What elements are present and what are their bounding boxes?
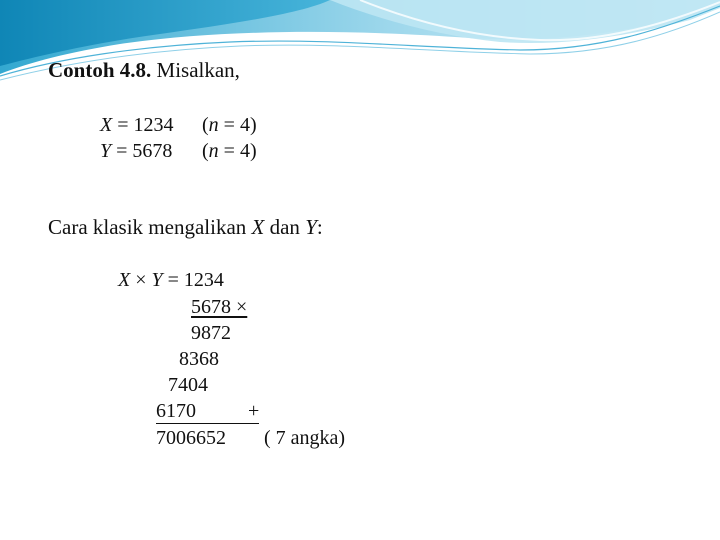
n-value-x: = 4): [218, 114, 257, 136]
intro-and: dan: [264, 215, 306, 239]
var-n: n: [208, 140, 219, 162]
var-y: Y: [151, 269, 163, 291]
paren-open: (: [202, 114, 209, 136]
value-x: = 1234: [112, 114, 174, 136]
given-row-y: [100, 138, 257, 164]
sum-rule: [156, 423, 259, 424]
given-values: [100, 112, 257, 164]
var-x: X: [100, 114, 113, 136]
n-value-y: = 4): [218, 140, 257, 162]
plus-sign: +: [248, 400, 260, 422]
product-result: 7006652: [156, 427, 226, 449]
partial-product-4: 6170: [156, 400, 196, 422]
paren-open: (: [202, 140, 209, 162]
given-row-x: [100, 112, 257, 138]
example-label: Contoh 4.8.: [48, 58, 152, 82]
title-text: Misalkan,: [151, 58, 240, 82]
multiplicand: = 1234: [162, 269, 224, 291]
times-sign: ×: [130, 269, 152, 291]
intro-text: Cara klasik mengalikan: [48, 215, 252, 239]
value-y: = 5678: [111, 140, 173, 162]
partial-product-2: 8368: [179, 348, 219, 370]
page-title: [48, 58, 240, 83]
var-y: Y: [305, 215, 317, 239]
var-n: n: [208, 114, 219, 136]
intro-colon: :: [316, 215, 323, 239]
multiplier: 5678 ×: [191, 296, 248, 318]
var-x: X: [251, 215, 265, 239]
partial-product-1: 9872: [191, 322, 231, 344]
method-intro: [48, 215, 323, 240]
multiplication-header: [118, 267, 224, 293]
var-x: X: [118, 269, 131, 291]
digit-count-note: ( 7 angka): [264, 427, 346, 449]
var-y: Y: [100, 140, 112, 162]
partial-product-3: 7404: [168, 374, 208, 396]
